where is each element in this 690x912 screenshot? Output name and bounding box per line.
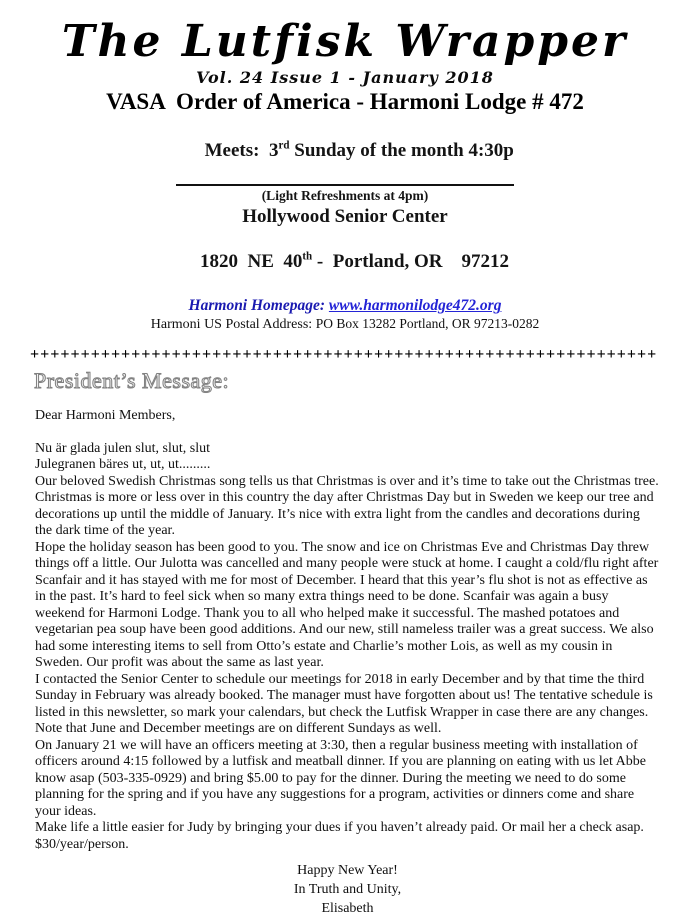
postal-value: PO Box 13282 Portland, OR 97213-0282 [315, 316, 540, 332]
homepage-link[interactable]: www.harmonilodge472.org [328, 297, 502, 315]
venue-line: Hollywood Senior Center [242, 206, 448, 228]
meets-text-prefix: Meets: 3 [204, 140, 279, 162]
meets-text-suffix: Sunday of the month 4:30p [289, 140, 514, 162]
plus-divider: ++++++++++++++++++++++++++++++++++++++++++++++++++++++++++++++ [30, 346, 658, 364]
postal-address-line [0, 316, 690, 333]
homepage-line [0, 297, 690, 315]
homepage-label: Harmoni Homepage: [188, 297, 329, 315]
meets-superscript: rd [278, 140, 290, 153]
organization-line: VASA Order of America - Harmoni Lodge # 472 [106, 89, 584, 115]
letter-paragraph: I contacted the Senior Center to schedule our meetings for 2018 in early December and by that time the third Sunday in February was already booked. The manager must have forgotten about us! The tentative schedule is listed in this newsletter, so mark your calendars, but check the Lutfisk Wrapper in case there are any changes. Note that June and December meetings are on different Sundays as well. [35, 671, 653, 737]
closing-line: In Truth and Unity, [293, 882, 402, 898]
newsletter-title: The Lutfisk Wrapper [61, 16, 629, 67]
presidents-message-body [35, 408, 660, 912]
letter-closing [35, 861, 660, 912]
issue-line: Vol. 24 Issue 1 - January 2018 [196, 68, 494, 88]
letter-paragraph: On January 21 we will have an officers meeting at 3:30, then a regular business meeting with installation of officers around 4:15 followed by a lutfisk and meatball dinner. If you are planning on eating with us let Abbe know asap (503-335-0929) and bring $5.00 to pay for the dinner. During the meeting we need to do some planning for the spring and if you have any suggestions for a program, activities or dinners come and share your ideas. [35, 737, 646, 819]
letter-paragraph: Hope the holiday season has been good to you. The snow and ice on Christmas Eve and Christmas Day threw things off a little. Our Julotta was cancelled and many people were stuck at home. I caught a cold/flu right after Scanfair and it has stayed with me for most of December. I heard that this year’s flu shot is not as effective as in the past. It’s hard to feel sick when so many extra things need to be done. Scanfair was again a busy weekend for Harmoni Lodge. Thank you to all who helped make it successful. The mashed potatoes and vegetarian pea soup have been good additions. And our new, still nameless trailer was a great success. We also had some interesting items to sell from Otto’s estate and Charlie’s mother Lois, as well as my cousin in Sweden. Our profit was about the same as last year. [35, 539, 659, 671]
refreshments-line: (Light Refreshments at 4pm) [261, 188, 429, 204]
closing-line: Happy New Year! [297, 863, 398, 879]
meeting-schedule-line [0, 118, 690, 186]
closing-signature: Elisabeth [321, 901, 374, 912]
street-address-line [0, 229, 690, 295]
section-heading-presidents-message: President’s Message: [34, 368, 230, 394]
street-suffix: - Portland, OR 97212 [312, 251, 510, 273]
street-superscript: th [302, 251, 313, 264]
salutation: Dear Harmoni Members, [35, 408, 176, 424]
letter-paragraph: Julegranen bäres ut, ut, ut......... [35, 457, 211, 473]
postal-label: Harmoni US Postal Address: [150, 317, 316, 333]
letter-paragraph: Our beloved Swedish Christmas song tells us that Christmas is over and it’s time to take out the Christmas tree. Christmas is more or less over in this country the day after Christmas Day but in Sweden we keep our tree and decorations up until the middle of January. It’s nice with extra light from the candles and decorations during the dark time of the year. [35, 473, 659, 539]
letter-paragraph: Make life a little easier for Judy by bringing your dues if you haven’t already paid. Or mail her a check asap. $30/year/person. [35, 820, 644, 852]
street-prefix: 1820 NE 40 [199, 251, 303, 273]
letter-paragraph: Nu är glada julen slut, slut, slut [35, 440, 210, 456]
